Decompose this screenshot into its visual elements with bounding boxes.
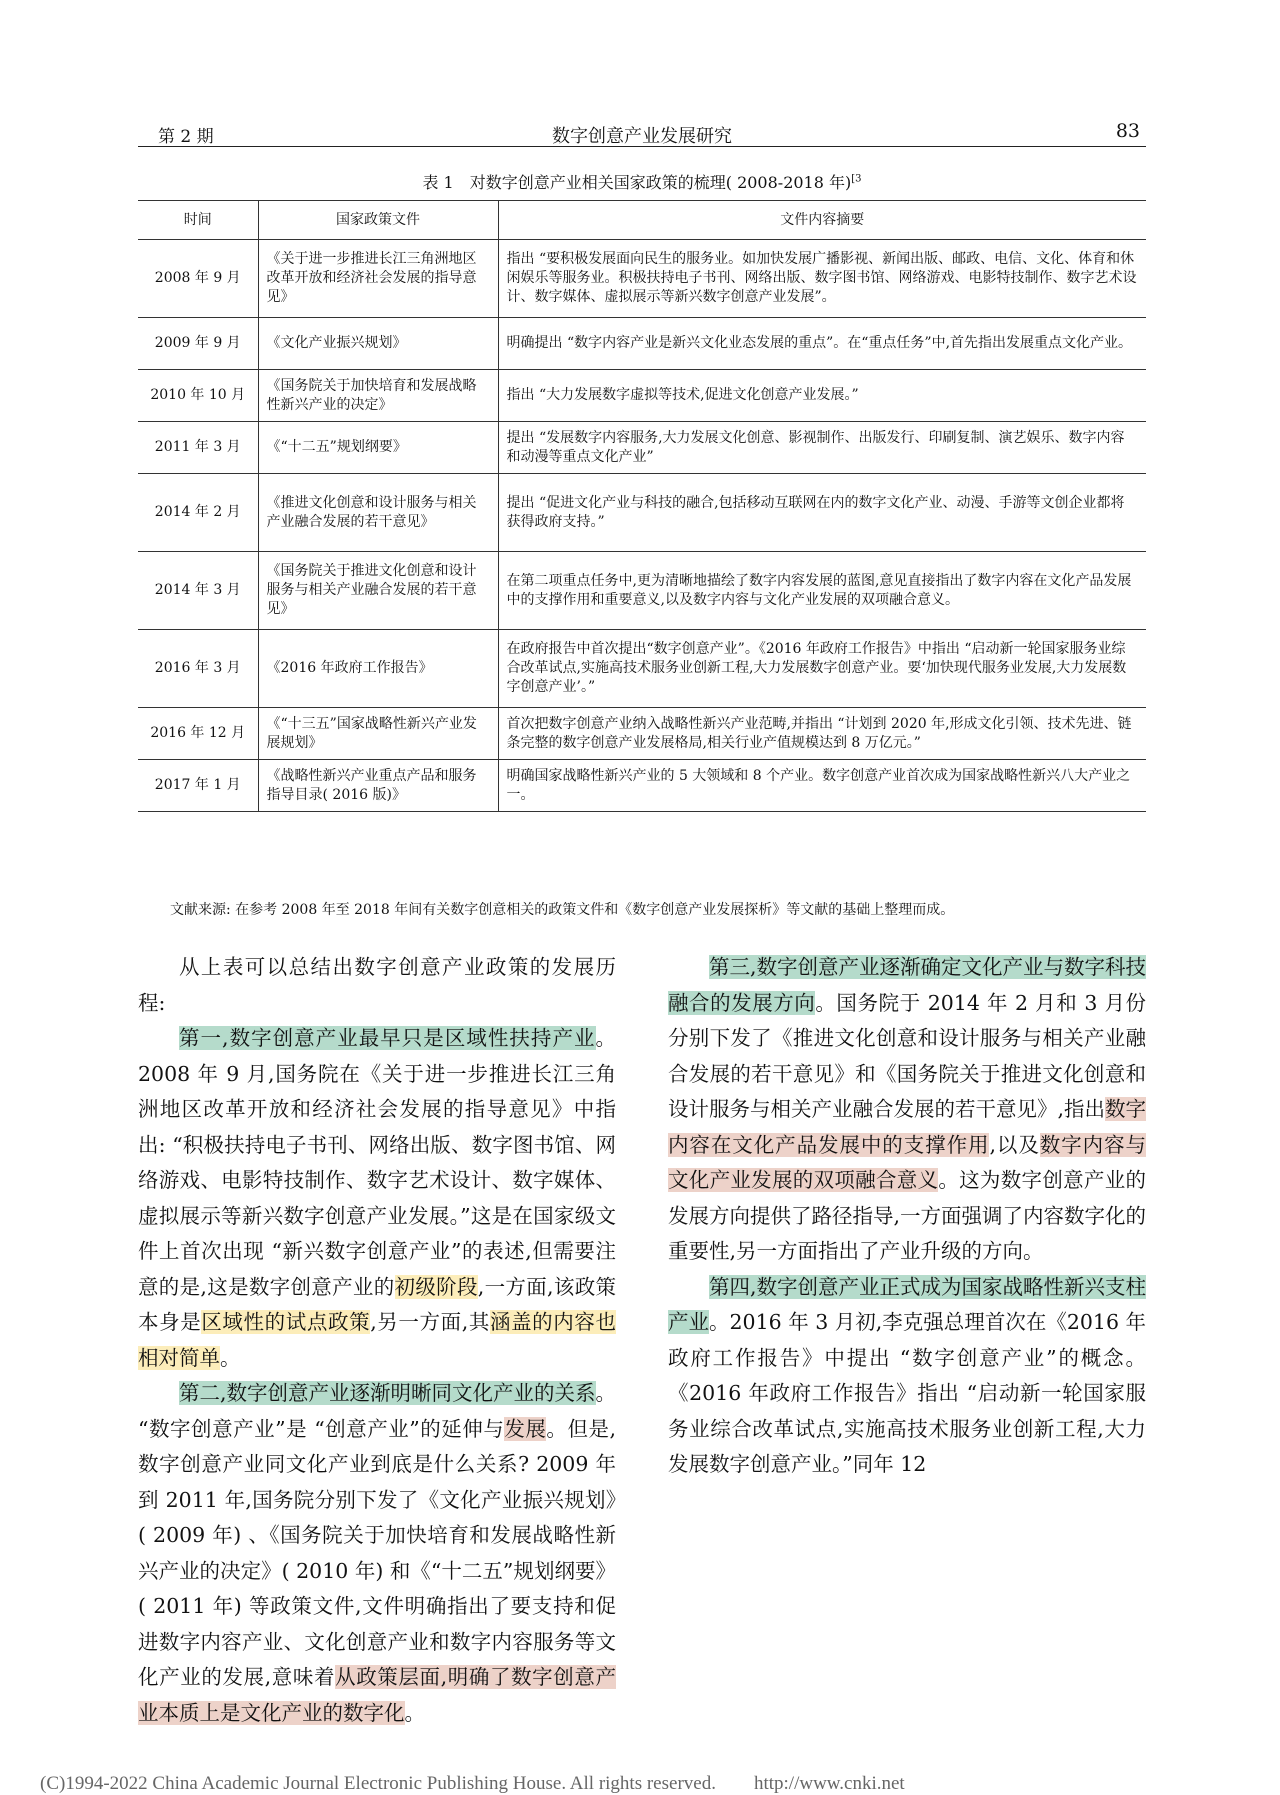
table-row	[138, 474, 1146, 552]
cell-time: 2010 年 10 月	[138, 370, 258, 422]
table-row	[138, 318, 1146, 370]
cell-summary: 首次把数字创意产业纳入战略性新兴产业范畴,并指出 “计划到 2020 年,形成文化引领、技术先进、链条完整的数字创意产业发展格局,相关行业产值规模达到 8 万亿元。”	[498, 708, 1146, 760]
table-row	[138, 370, 1146, 422]
cell-summary: 提出 “发展数字内容服务,大力发展文化创意、影视制作、出版发行、印刷复制、演艺娱乐、数字内容和动漫等重点文化产业”	[498, 422, 1146, 474]
table-row	[138, 630, 1146, 708]
cell-summary: 明确提出 “数字内容产业是新兴文化业态发展的重点”。在“重点任务”中,首先指出发展重点文化产业。	[498, 318, 1146, 370]
cell-doc: 《“十二五”规划纲要》	[258, 422, 498, 474]
highlight-phrase: 涵盖的内容也相对简单	[138, 1310, 617, 1370]
body-text	[138, 950, 1146, 1740]
cell-time: 2009 年 9 月	[138, 318, 258, 370]
cell-doc: 《关于进一步推进长江三角洲地区改革开放和经济社会发展的指导意见》	[258, 240, 498, 318]
cell-summary: 指出 “要积极发展面向民生的服务业。如加快发展广播影视、新闻出版、邮政、电信、文化、体育和休闲娱乐等服务业。积极扶持电子书刊、网络出版、数字图书馆、网络游戏、电影特技制作、数字艺术设计、数字媒体、虚拟展示等新兴数字创意产业发展”。	[498, 240, 1146, 318]
highlight-phrase: 数字内容与文化产业发展的双项融合意义	[668, 1132, 1146, 1192]
paragraph-second-stage: 第二,数字创意产业逐渐明晰同文化产业的关系。 “数字创意产业”是 “创意产业”的延伸与发展。但是,数字创意产业同文化产业到底是什么关系? 2009 年到 2011 年,国务院分别下发了《文化产业振兴规划》( 2009 年) 、《国务院关于加快培育和发展战略性新兴产业的决定》( 2010 年) 和《“十二五”规划纲要》( 2011 年) 等政策文件,文件明确指出了要支持和促进数字内容产业、文化创意产业和数字内容服务等文化产业的发展,意味着从政策层面,明确了数字创意产业本质上是文化产业的数字化。	[138, 1381, 617, 1725]
col-header-summary: 文件内容摘要	[498, 201, 1146, 240]
cell-summary: 在第二项重点任务中,更为清晰地描绘了数字内容发展的蓝图,意见直接指出了数字内容在文化产品发展中的支撑作用和重要意义,以及数字内容与文化产业发展的双项融合意义。	[498, 552, 1146, 630]
cell-time: 2017 年 1 月	[138, 760, 258, 812]
cell-time: 2008 年 9 月	[138, 240, 258, 318]
cell-time: 2014 年 3 月	[138, 552, 258, 630]
highlight-heading: 第三,数字创意产业逐渐确定文化产业与数字科技融合的发展方向	[668, 955, 1146, 1015]
highlight-heading: 第二,数字创意产业逐渐明晰同文化产业的关系	[179, 1381, 596, 1405]
highlight-phrase: 初级阶段	[394, 1274, 478, 1299]
table-row	[138, 240, 1146, 318]
running-header	[138, 100, 1146, 147]
policy-table	[138, 200, 1146, 812]
col-header-time: 时间	[138, 201, 258, 240]
cell-time: 2014 年 2 月	[138, 474, 258, 552]
cell-doc: 《“十三五”国家战略性新兴产业发展规划》	[258, 708, 498, 760]
journal-title: 数字创意产业发展研究	[552, 126, 732, 147]
paragraph-fourth-stage: 第四,数字创意产业正式成为国家战略性新兴支柱产业。2016 年 3 月初,李克强总理首次在《2016 年政府工作报告》中提出 “数字创意产业”的概念。《2016 年政府工作报告》指出 “启动新一轮国家服务业综合改革试点,实施高技术服务业创新工程,大力发展数字创意产业。”同年 12	[668, 1274, 1146, 1476]
cell-time: 2016 年 3 月	[138, 630, 258, 708]
highlight-phrase: 发展	[504, 1416, 547, 1441]
cell-summary: 提出 “促进文化产业与科技的融合,包括移动互联网在内的数字文化产业、动漫、手游等文创企业都将获得政府支持。”	[498, 474, 1146, 552]
table-row	[138, 422, 1146, 474]
cell-doc: 《战略性新兴产业重点产品和服务指导目录( 2016 版)》	[258, 760, 498, 812]
cell-time: 2011 年 3 月	[138, 422, 258, 474]
table-row	[138, 708, 1146, 760]
highlight-phrase: 从政策层面,明确了数字创意产业本质上是文化产业的数字化	[138, 1665, 616, 1725]
highlight-heading: 第一,数字创意产业最早只是区域性扶持产业	[179, 1026, 596, 1050]
cell-doc: 《文化产业振兴规划》	[258, 318, 498, 370]
cell-doc: 《2016 年政府工作报告》	[258, 630, 498, 708]
highlight-phrase: 数字内容在文化产品发展中的支撑作用	[668, 1097, 1146, 1157]
paragraph-intro: 从上表可以总结出数字创意产业政策的发展历程:	[138, 955, 616, 1015]
cell-summary: 明确国家战略性新兴产业的 5 大领域和 8 个产业。数字创意产业首次成为国家战略性新兴八大产业之一。	[498, 760, 1146, 812]
cell-doc: 《国务院关于加快培育和发展战略性新兴产业的决定》	[258, 370, 498, 422]
paragraph-third-stage: 第三,数字创意产业逐渐确定文化产业与数字科技融合的发展方向。国务院于 2014 年 2 月和 3 月份分别下发了《推进文化创意和设计服务与相关产业融合发展的若干意见》和《国务院关于推进文化创意和设计服务与相关产业融合发展的若干意见》,指出数字内容在文化产品发展中的支撑作用,以及数字内容与文化产业发展的双项融合意义。这为数字创意产业的发展方向提供了路径指导,一方面强调了内容数字化的重要性,另一方面指出了产业升级的方向。	[668, 955, 1146, 1263]
highlight-phrase: 区域性的试点政策	[201, 1310, 371, 1334]
issue-label: 第 2 期	[158, 127, 214, 147]
paragraph-first-stage: 第一,数字创意产业最早只是区域性扶持产业。2008 年 9 月,国务院在《关于进一步推进长江三角洲地区改革开放和经济社会发展的指导意见》中指出: “积极扶持电子书刊、网络出版、数字图书馆、网络游戏、电影特技制作、数字艺术设计、数字媒体、虚拟展示等新兴数字创意产业发展。”这是在国家级文件上首次出现 “新兴数字创意产业”的表述,但需要注意的是,这是数字创意产业的初级阶段,一方面,该政策本身是区域性的试点政策,另一方面,其涵盖的内容也相对简单。	[138, 1026, 617, 1370]
table-row	[138, 552, 1146, 630]
cell-time: 2016 年 12 月	[138, 708, 258, 760]
table-caption-text: 表 1 对数字创意产业相关国家政策的梳理( 2008-2018 年)	[422, 173, 852, 192]
table-source-note: 文献来源: 在参考 2008 年至 2018 年间有关数字创意相关的政策文件和《数字创意产业发展探析》等文献的基础上整理而成。	[170, 902, 955, 918]
cell-doc: 《推进文化创意和设计服务与相关产业融合发展的若干意见》	[258, 474, 498, 552]
table-row	[138, 760, 1146, 812]
highlight-heading: 第四,数字创意产业正式成为国家战略性新兴支柱产业	[668, 1274, 1146, 1334]
col-header-doc: 国家政策文件	[258, 201, 498, 240]
copyright-footer: (C)1994-2022 China Academic Journal Electronic Publishing House. All rights reserved. http://www.cnki.net	[40, 1773, 905, 1794]
page-number: 83	[1115, 120, 1140, 142]
cell-summary: 在政府报告中首次提出“数字创意产业”。《2016 年政府工作报告》中指出 “启动新一轮国家服务业综合改革试点,实施高技术服务业创新工程,大力发展数字创意产业。要‘加快现代服务业发展,大力发展数字创意产业’。”	[498, 630, 1146, 708]
cell-doc: 《国务院关于推进文化创意和设计服务与相关产业融合发展的若干意见》	[258, 552, 498, 630]
cell-summary: 指出 “大力发展数字虚拟等技术,促进文化创意产业发展。”	[498, 370, 1146, 422]
table-caption	[138, 170, 1146, 193]
table-caption-ref: [3	[851, 173, 862, 185]
